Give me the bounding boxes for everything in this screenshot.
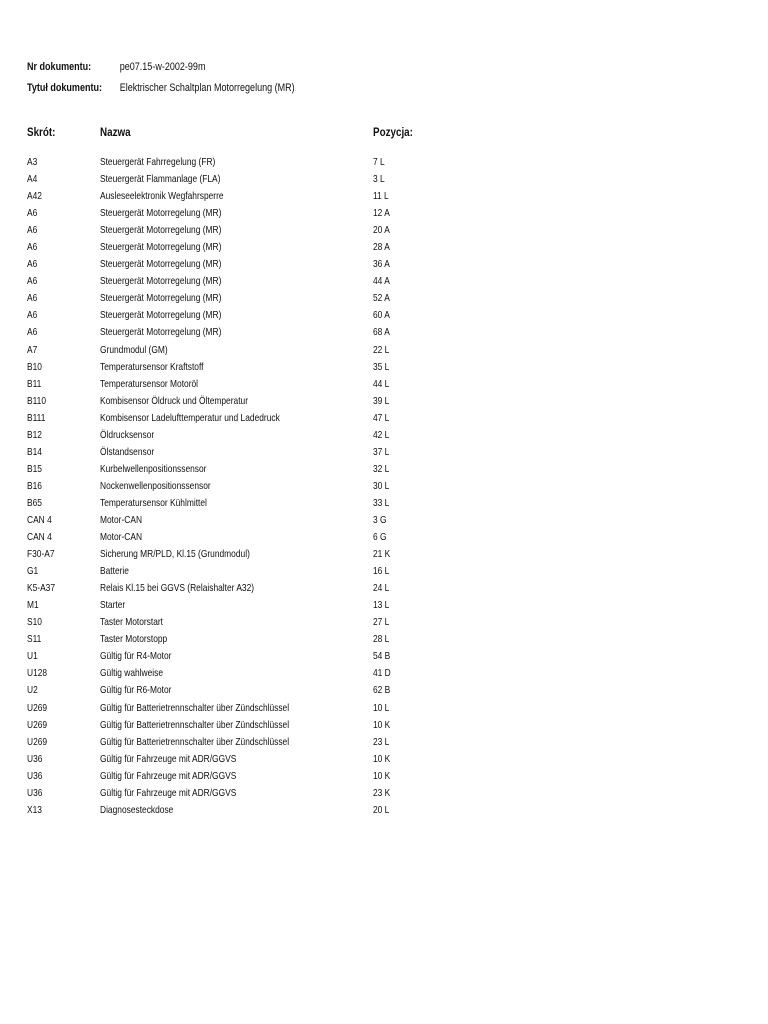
row-position: 13 L [373,599,390,612]
row-position: 16 L [373,565,390,578]
component-table-body [0,154,768,819]
table-row [0,205,768,222]
table-row [0,563,768,580]
table-row [0,461,768,478]
table-row [0,768,768,785]
row-position: 52 A [373,292,390,305]
row-position: 68 A [373,326,390,339]
row-name: Temperatursensor Kühlmittel [100,496,207,509]
row-abbr: S11 [27,633,42,646]
row-abbr: U2 [27,684,38,697]
table-row [0,188,768,205]
row-abbr: B110 [27,394,46,407]
row-position: 28 L [373,633,390,646]
row-position: 60 A [373,309,390,322]
row-name: Temperatursensor Kraftstoff [100,360,204,373]
row-abbr: A3 [27,156,38,168]
table-row [0,751,768,768]
row-position: 37 L [373,445,390,458]
row-abbr: A6 [27,326,38,339]
row-abbr: B65 [27,496,42,509]
row-name: Steuergerät Motorregelung (MR) [100,241,222,254]
row-name: Steuergerät Motorregelung (MR) [100,258,222,271]
row-abbr: B12 [27,428,42,441]
row-name: Motor-CAN [100,531,143,544]
table-row [0,171,768,188]
row-position: 33 L [373,496,390,509]
row-name: Steuergerät Flammanlage (FLA) [100,173,221,186]
row-abbr: X13 [27,803,42,816]
row-abbr: B14 [27,445,42,458]
row-position: 44 A [373,275,390,288]
row-name: Gültig für Fahrzeuge mit ADR/GGVS [100,769,237,782]
document-title-value: Elektrischer Schaltplan Motorregelung (MR) [119,82,295,94]
row-position: 10 K [373,752,391,765]
row-position: 39 L [373,394,390,407]
table-row [0,665,768,682]
row-name: Steuergerät Motorregelung (MR) [100,207,222,220]
row-name: Ausleseelektronik Wegfahrsperre [100,190,224,203]
table-row [0,631,768,648]
row-abbr: A6 [27,241,38,254]
table-row [0,154,768,171]
row-abbr: U36 [27,769,43,782]
row-abbr: A6 [27,292,38,305]
row-abbr: CAN 4 [27,513,52,526]
row-name: Gültig für R6-Motor [100,684,172,697]
table-row [0,682,768,699]
row-name: Taster Motorstart [100,616,164,629]
row-name: Nockenwellenpositionssensor [100,479,211,492]
row-name: Taster Motorstopp [100,633,168,646]
row-abbr: CAN 4 [27,531,52,544]
table-row [0,717,768,734]
column-header-abbr: Skrót: [27,125,56,139]
row-position: 32 L [373,462,390,475]
table-row [0,324,768,341]
row-position: 10 K [373,718,391,731]
table-row [0,495,768,512]
row-abbr: B111 [27,411,46,424]
table-row [0,512,768,529]
table-row [0,700,768,717]
row-abbr: B16 [27,479,42,492]
row-abbr: U128 [27,667,48,680]
row-position: 44 L [373,377,390,390]
table-row [0,359,768,376]
row-name: Motor-CAN [100,513,143,526]
document-number-label: Nr dokumentu: [27,61,92,73]
row-name: Batterie [100,565,129,578]
row-name: Steuergerät Motorregelung (MR) [100,326,222,339]
row-name: Gültig wahlweise [100,667,164,680]
table-row [0,648,768,665]
row-name: Diagnosesteckdose [100,803,174,816]
row-position: 20 A [373,224,390,237]
table-row [0,734,768,751]
table-row [0,256,768,273]
row-name: Steuergerät Motorregelung (MR) [100,292,222,305]
row-abbr: U269 [27,701,48,714]
row-name: Kurbelwellenpositionssensor [100,462,207,475]
row-abbr: U269 [27,718,48,731]
row-position: 23 K [373,786,391,799]
table-row [0,239,768,256]
row-abbr: K5-A37 [27,582,56,595]
row-position: 36 A [373,258,390,271]
row-position: 35 L [373,360,390,373]
table-row [0,222,768,239]
row-name: Kombisensor Ladelufttemperatur und Ladedruck [100,411,280,424]
row-abbr: A6 [27,258,38,271]
row-abbr: A6 [27,207,38,220]
row-name: Gültig für Fahrzeuge mit ADR/GGVS [100,786,237,799]
row-name: Sicherung MR/PLD, Kl.15 (Grundmodul) [100,548,250,561]
row-abbr: A6 [27,224,38,237]
row-name: Ölstandsensor [100,445,155,458]
table-row [0,529,768,546]
row-name: Gültig für Batterietrennschalter über Zündschlüssel [100,718,290,731]
row-position: 47 L [373,411,390,424]
table-row [0,427,768,444]
row-position: 22 L [373,343,390,356]
row-position: 54 B [373,650,391,663]
table-row [0,273,768,290]
row-position: 11 L [373,190,389,203]
row-position: 23 L [373,735,390,748]
table-row [0,444,768,461]
row-name: Gültig für R4-Motor [100,650,172,663]
column-header-name: Nazwa [100,125,131,139]
row-name: Steuergerät Motorregelung (MR) [100,275,222,288]
row-position: 21 K [373,548,391,561]
row-position: 3 L [373,173,385,186]
row-abbr: G1 [27,565,39,578]
row-abbr: A4 [27,173,38,186]
row-position: 3 G [373,513,387,526]
table-row [0,307,768,324]
table-row [0,580,768,597]
document-title-label: Tytuł dokumentu: [27,82,103,94]
row-position: 7 L [373,156,385,168]
table-row [0,478,768,495]
row-name: Starter [100,599,126,612]
row-abbr: M1 [27,599,39,612]
row-position: 41 D [373,667,391,680]
row-abbr: F30-A7 [27,548,55,561]
row-abbr: B10 [27,360,42,373]
row-abbr: U36 [27,752,43,765]
row-position: 30 L [373,479,390,492]
row-name: Temperatursensor Motoröl [100,377,199,390]
row-position: 10 K [373,769,391,782]
row-abbr: B11 [27,377,42,390]
table-row [0,785,768,802]
row-position: 6 G [373,531,387,544]
row-abbr: U36 [27,786,43,799]
table-row [0,802,768,819]
row-abbr: B15 [27,462,42,475]
row-name: Kombisensor Öldruck und Öltemperatur [100,394,248,407]
row-name: Steuergerät Fahrregelung (FR) [100,156,216,168]
row-position: 24 L [373,582,390,595]
document-title-row [27,81,295,95]
document-number-row [27,60,205,74]
row-abbr: U1 [27,650,38,663]
row-position: 10 L [373,701,390,714]
row-abbr: A42 [27,190,42,203]
table-row [0,290,768,307]
row-abbr: A6 [27,309,38,322]
table-row [0,546,768,563]
table-row [0,614,768,631]
row-name: Gültig für Batterietrennschalter über Zündschlüssel [100,701,290,714]
row-name: Gültig für Fahrzeuge mit ADR/GGVS [100,752,237,765]
document-number-value: pe07.15-w-2002-99m [119,61,206,73]
table-row [0,597,768,614]
table-row [0,342,768,359]
row-abbr: A6 [27,275,38,288]
table-row [0,376,768,393]
row-name: Steuergerät Motorregelung (MR) [100,309,222,322]
row-position: 28 A [373,241,390,254]
row-abbr: S10 [27,616,42,629]
row-name: Steuergerät Motorregelung (MR) [100,224,222,237]
row-position: 20 L [373,803,390,816]
row-position: 62 B [373,684,391,697]
row-abbr: A7 [27,343,38,356]
column-header-position: Pozycja: [373,125,413,139]
table-row [0,410,768,427]
row-position: 27 L [373,616,390,629]
row-position: 42 L [373,428,390,441]
row-name: Öldrucksensor [100,428,155,441]
row-position: 12 A [373,207,390,220]
row-name: Grundmodul (GM) [100,343,168,356]
row-name: Gültig für Batterietrennschalter über Zündschlüssel [100,735,290,748]
row-abbr: U269 [27,735,48,748]
table-row [0,393,768,410]
row-name: Relais Kl.15 bei GGVS (Relaishalter A32) [100,582,255,595]
